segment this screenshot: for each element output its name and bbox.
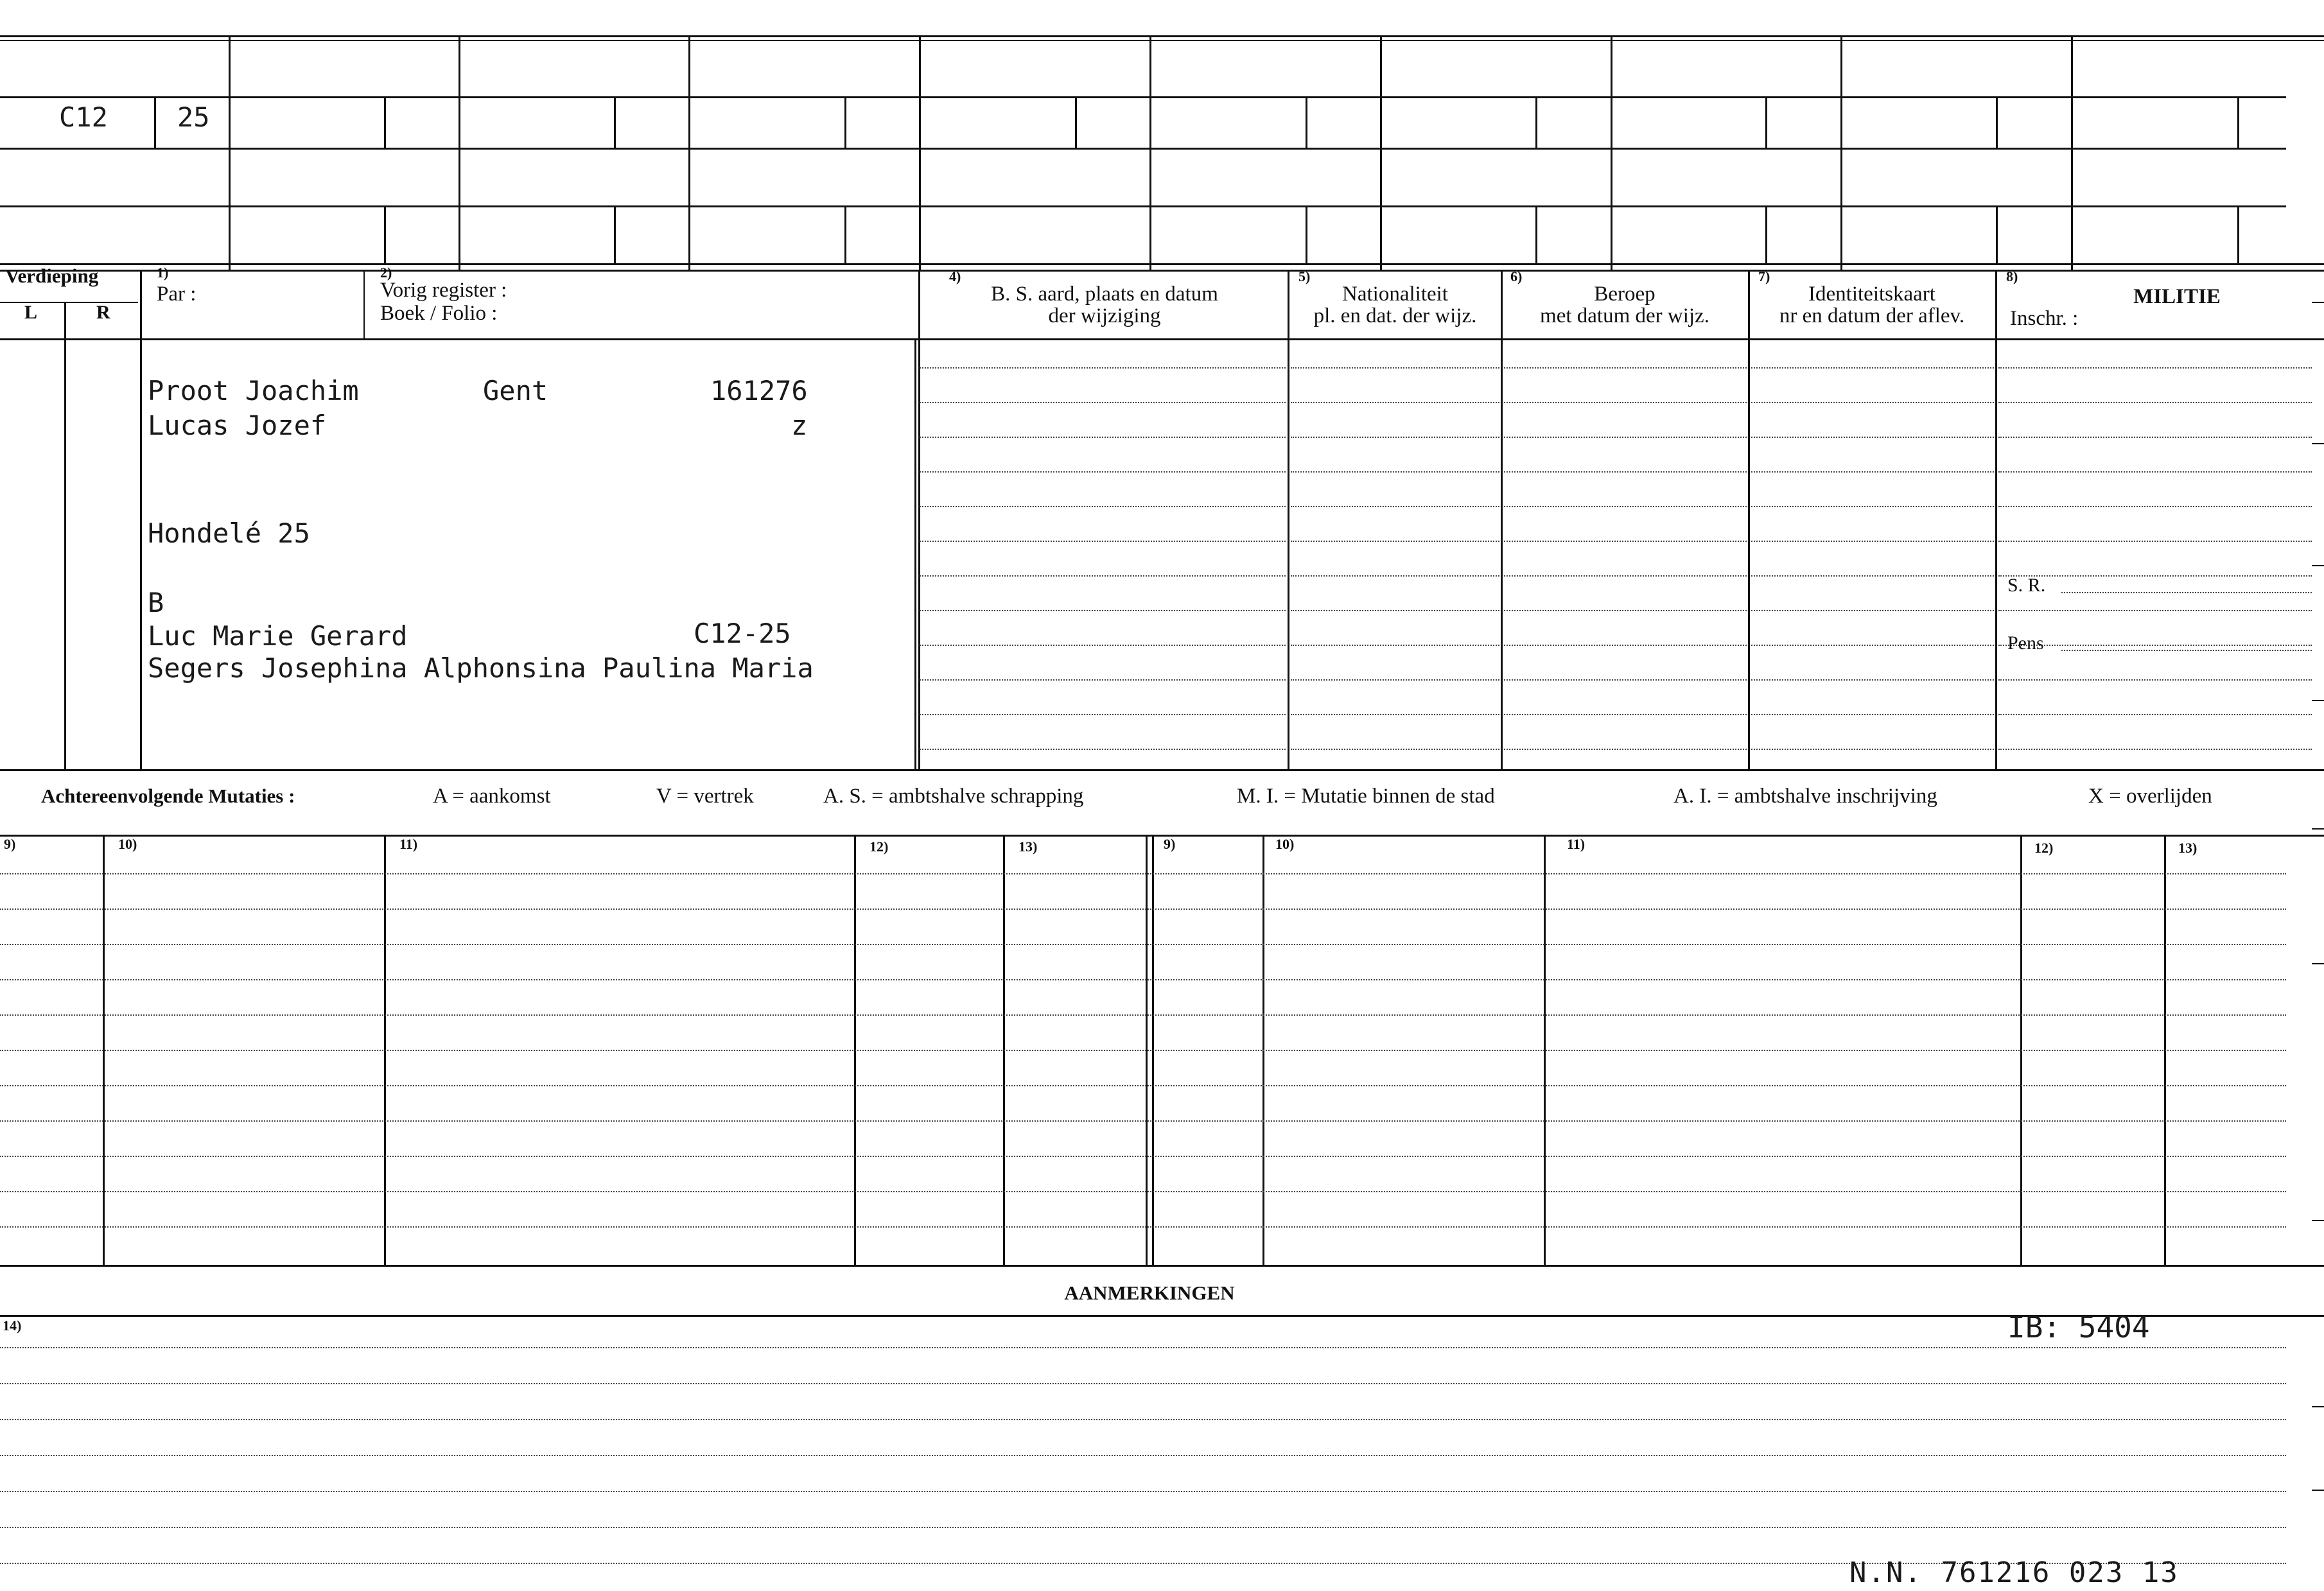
- top-col-divider: [919, 35, 921, 270]
- pens-label: Pens: [2007, 632, 2044, 654]
- body-dotted-line: [1998, 437, 2312, 438]
- top-sub-divider: [1306, 205, 1307, 263]
- aanmerkingen-dotted-line: [0, 1527, 2286, 1528]
- top-row-line: [0, 263, 2324, 265]
- body-dotted-line: [1504, 645, 1747, 646]
- body-dotted-line: [1291, 645, 1499, 646]
- boek-folio-label: Boek / Folio :: [380, 302, 498, 325]
- col-divider: [1288, 270, 1289, 770]
- record-name-4: Segers Josephina Alphonsina Paulina Maria: [148, 652, 814, 684]
- record-name-3: Luc Marie Gerard: [148, 620, 408, 652]
- body-dotted-line: [1504, 367, 1747, 369]
- header-top-line: [0, 270, 2324, 272]
- inschr-label: Inschr. :: [2010, 307, 2079, 330]
- body-dotted-line: [1504, 437, 1747, 438]
- body-dotted-line: [1751, 506, 1994, 507]
- body-dotted-line: [920, 541, 1286, 542]
- col-divider: [363, 270, 365, 338]
- record-reference: C12-25: [694, 618, 791, 649]
- body-dotted-line: [1291, 575, 1499, 577]
- sr-dotted-line: [2061, 592, 2312, 593]
- mutation-dotted-line: [0, 944, 2286, 945]
- top-sub-divider: [1996, 96, 1998, 148]
- der-wijziging-label: der wijziging: [1048, 304, 1161, 327]
- record-name-2: Lucas Jozef: [148, 410, 327, 441]
- top-row-line: [0, 205, 2286, 207]
- body-dotted-line: [920, 575, 1286, 577]
- record-place: Gent: [483, 375, 548, 406]
- body-dotted-line: [1504, 679, 1747, 681]
- edge-tick: [2312, 302, 2324, 303]
- body-dotted-line: [1751, 679, 1994, 681]
- vorig-register-label: Vorig register :: [380, 279, 507, 302]
- beroep-sub-label: met datum der wijz.: [1540, 304, 1709, 327]
- mutation-dotted-line: [0, 1085, 2286, 1086]
- top-sub-divider: [1996, 205, 1998, 263]
- body-dotted-line: [1751, 402, 1994, 403]
- top-sub-divider: [844, 96, 846, 148]
- ib-number: IB: 5404: [2007, 1310, 2150, 1344]
- mutation-dotted-line: [0, 1014, 2286, 1016]
- mut-col-12: 12): [869, 839, 889, 855]
- top-sub-divider: [2237, 205, 2239, 263]
- col-divider: [918, 270, 920, 770]
- body-dotted-line: [1504, 471, 1747, 473]
- body-dotted-line: [1751, 749, 1994, 750]
- body-dotted-line: [1998, 679, 2312, 681]
- body-dotted-line: [920, 471, 1286, 473]
- mut-col-10: 10): [118, 836, 137, 852]
- edge-tick: [2312, 700, 2324, 701]
- body-dotted-line: [920, 749, 1286, 750]
- r-label: R: [96, 302, 110, 323]
- legend-a: A = aankomst: [433, 785, 551, 808]
- aanmerkingen-dotted-line: [0, 1347, 2286, 1348]
- nn-number: N.N. 761216 023 13: [1849, 1556, 2179, 1589]
- body-dotted-line: [1751, 437, 1994, 438]
- body-dotted-line: [920, 402, 1286, 403]
- mutation-dotted-line: [0, 873, 2286, 874]
- body-divider: [914, 338, 916, 769]
- legend-v: V = vertrek: [656, 785, 754, 808]
- body-dotted-line: [1291, 749, 1499, 750]
- top-row-line: [0, 96, 2286, 98]
- top-code-divider: [154, 96, 156, 148]
- legend-mi: M. I. = Mutatie binnen de stad: [1237, 785, 1495, 808]
- body-dotted-line: [1998, 506, 2312, 507]
- body-dotted-line: [1751, 610, 1994, 611]
- mutation-dotted-line: [0, 979, 2286, 980]
- mut-col-12b: 12): [2034, 840, 2054, 856]
- nationaliteit-sub-label: pl. en dat. der wijz.: [1313, 304, 1477, 327]
- top-code: C12: [59, 101, 108, 133]
- body-dotted-line: [920, 437, 1286, 438]
- top-col-divider: [688, 35, 690, 270]
- top-sub-divider: [384, 96, 386, 148]
- body-dotted-line: [1291, 437, 1499, 438]
- body-dotted-line: [920, 506, 1286, 507]
- col2-number: 2): [380, 265, 392, 281]
- body-dotted-line: [1504, 610, 1747, 611]
- body-dotted-line: [1291, 471, 1499, 473]
- top-col-divider: [1149, 35, 1151, 270]
- body-dotted-line: [1504, 541, 1747, 542]
- par-label: Par :: [157, 283, 197, 306]
- body-dotted-line: [1291, 402, 1499, 403]
- l-label: L: [24, 302, 38, 323]
- body-dotted-line: [1998, 610, 2312, 611]
- body-dotted-line: [1751, 645, 1994, 646]
- mutation-dotted-line: [0, 1050, 2286, 1051]
- mutation-dotted-line: [0, 909, 2286, 910]
- body-dotted-line: [1504, 402, 1747, 403]
- verdieping-divider: [64, 302, 66, 770]
- body-dotted-line: [920, 610, 1286, 611]
- edge-tick: [2312, 1220, 2324, 1221]
- nationaliteit-label: Nationaliteit: [1342, 283, 1448, 306]
- body-dotted-line: [1291, 367, 1499, 369]
- edge-tick: [2312, 963, 2324, 964]
- top-col-divider: [1611, 35, 1612, 270]
- body-dotted-line: [1751, 471, 1994, 473]
- legend-ai: A. I. = ambtshalve inschrijving: [1673, 785, 1937, 808]
- militie-title: MILITIE: [2133, 285, 2221, 308]
- top-col-divider: [1840, 35, 1842, 270]
- col8-number: 8): [2006, 268, 2018, 284]
- body-dotted-line: [920, 714, 1286, 715]
- top-sub-divider: [1306, 96, 1307, 148]
- top-sub-divider: [2237, 96, 2239, 148]
- col1-number: 1): [157, 265, 169, 281]
- edge-tick: [2312, 1406, 2324, 1407]
- aanmerkingen-title: AANMERKINGEN: [1064, 1282, 1235, 1304]
- aanmerkingen-dotted-line: [0, 1491, 2286, 1492]
- mutation-dotted-line: [0, 1156, 2286, 1157]
- body-dotted-line: [1504, 714, 1747, 715]
- top-sub-divider: [614, 205, 616, 263]
- body-dotted-line: [1751, 541, 1994, 542]
- top-row-line: [0, 148, 2286, 150]
- record-date: 161276: [710, 375, 808, 406]
- identiteitskaart-sub-label: nr en datum der aflev.: [1779, 304, 1965, 327]
- body-dotted-line: [1504, 506, 1747, 507]
- mutation-top-line: [0, 835, 2324, 837]
- top-col-divider: [2071, 35, 2073, 270]
- body-dotted-line: [1998, 367, 2312, 369]
- body-dotted-line: [1291, 506, 1499, 507]
- body-bottom-line: [0, 769, 2324, 771]
- mut-col-10b: 10): [1275, 836, 1295, 852]
- top-col-divider: [229, 35, 231, 270]
- legend-x: X = overlijden: [2088, 785, 2212, 808]
- identiteitskaart-label: Identiteitskaart: [1808, 283, 1935, 306]
- verdieping-label: Verdieping: [5, 265, 99, 287]
- aanmerkingen-dotted-line: [0, 1455, 2286, 1456]
- col-divider: [140, 270, 142, 770]
- top-sub-divider: [1075, 96, 1077, 148]
- body-dotted-line: [920, 645, 1286, 646]
- top-sub-divider: [614, 96, 616, 148]
- record-code-z: z: [791, 410, 808, 441]
- beroep-label: Beroep: [1594, 283, 1656, 306]
- mut-col-13b: 13): [2178, 840, 2197, 856]
- col5-number: 5): [1298, 268, 1311, 284]
- verdieping-sub-line: [0, 302, 138, 303]
- body-dotted-line: [1504, 575, 1747, 577]
- record-address: Hondelé 25: [148, 517, 310, 549]
- mut-col-11b: 11): [1567, 836, 1586, 852]
- body-dotted-line: [920, 679, 1286, 681]
- body-dotted-line: [1998, 714, 2312, 715]
- col4-number: 4): [949, 268, 961, 284]
- mut-col-9b: 9): [1164, 836, 1176, 852]
- top-col-divider: [459, 35, 460, 270]
- body-dotted-line: [1291, 714, 1499, 715]
- aanmerkingen-number: 14): [3, 1317, 22, 1334]
- body-dotted-line: [1504, 749, 1747, 750]
- body-dotted-line: [1291, 610, 1499, 611]
- top-col-divider: [1380, 35, 1382, 270]
- edge-tick: [2312, 443, 2324, 444]
- body-dotted-line: [1998, 471, 2312, 473]
- mutaties-title: Achtereenvolgende Mutaties :: [41, 785, 295, 807]
- mut-col-9: 9): [4, 836, 16, 852]
- top-sub-divider: [1535, 205, 1537, 263]
- record-name-1: Proot Joachim: [148, 375, 359, 406]
- body-dotted-line: [1998, 645, 2312, 646]
- aanmerkingen-top-line: [0, 1315, 2324, 1317]
- body-dotted-line: [1998, 749, 2312, 750]
- pens-dotted-line: [2061, 650, 2312, 651]
- top-sub-divider: [1765, 205, 1767, 263]
- top-sub-divider: [1765, 96, 1767, 148]
- aanmerkingen-dotted-line: [0, 1383, 2286, 1384]
- edge-tick: [2312, 565, 2324, 566]
- col7-number: 7): [1758, 268, 1770, 284]
- body-dotted-line: [1751, 367, 1994, 369]
- col-divider: [1748, 270, 1750, 770]
- body-dotted-line: [920, 367, 1286, 369]
- body-dotted-line: [1998, 541, 2312, 542]
- bs-aard-label: B. S. aard, plaats en datum: [991, 283, 1218, 306]
- top-sub-divider: [844, 205, 846, 263]
- mutation-bottom-line: [0, 1265, 2324, 1267]
- edge-tick: [2312, 1490, 2324, 1491]
- legend-as: A. S. = ambtshalve schrapping: [823, 785, 1084, 808]
- mut-col-13: 13): [1018, 839, 1038, 855]
- aanmerkingen-dotted-line: [0, 1419, 2286, 1420]
- edge-tick: [2312, 828, 2324, 830]
- top-border-inner: [0, 40, 2324, 41]
- body-dotted-line: [1998, 402, 2312, 403]
- header-bottom-line: [0, 338, 2324, 340]
- body-dotted-line: [1751, 714, 1994, 715]
- mutation-dotted-line: [0, 1226, 2286, 1228]
- col6-number: 6): [1510, 268, 1523, 284]
- top-border: [0, 35, 2324, 37]
- mutation-dotted-line: [0, 1191, 2286, 1192]
- mutation-dotted-line: [0, 1120, 2286, 1122]
- col-divider: [1995, 270, 1997, 770]
- col-divider: [1501, 270, 1503, 770]
- top-sub-divider: [384, 205, 386, 263]
- mut-col-11: 11): [399, 836, 418, 852]
- top-number: 25: [177, 101, 210, 133]
- sr-label: S. R.: [2007, 575, 2046, 596]
- top-sub-divider: [1535, 96, 1537, 148]
- body-dotted-line: [1291, 541, 1499, 542]
- body-dotted-line: [1751, 575, 1994, 577]
- record-letter: B: [148, 587, 164, 618]
- body-dotted-line: [1291, 679, 1499, 681]
